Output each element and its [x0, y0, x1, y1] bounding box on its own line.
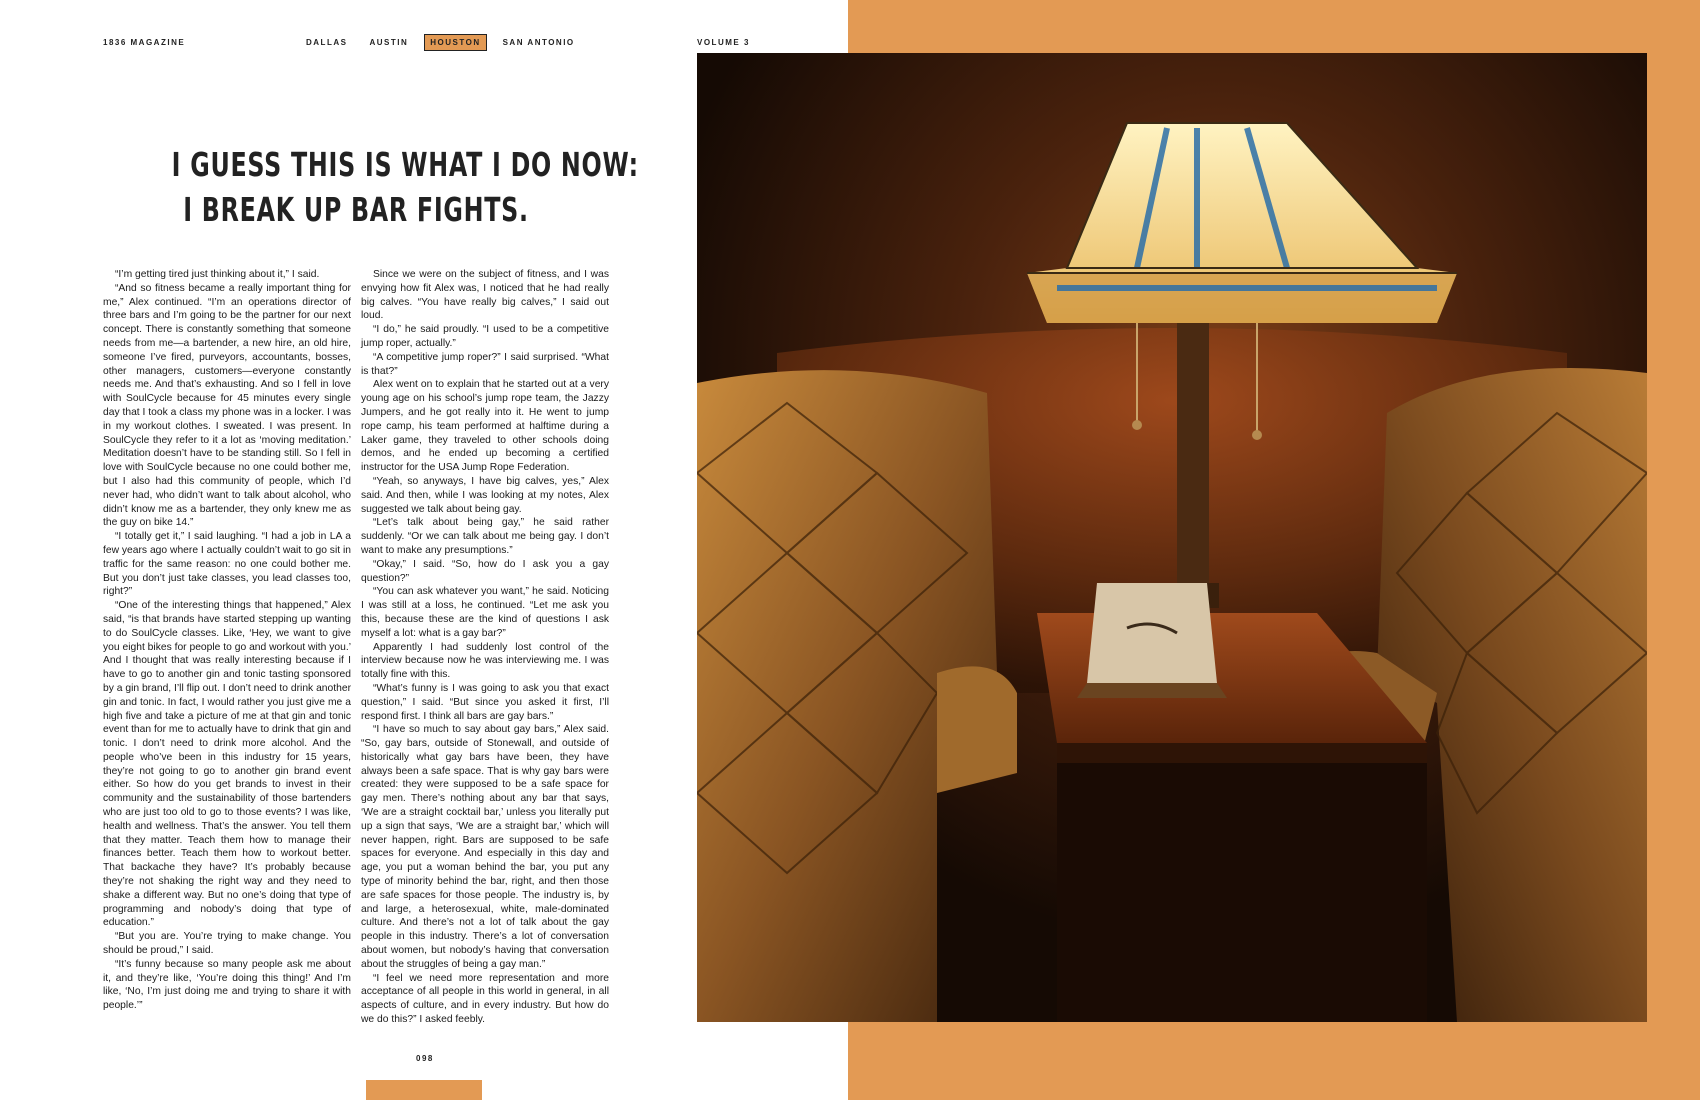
article-headline	[171, 142, 639, 232]
nav-item-houston[interactable]: HOUSTON	[424, 34, 486, 51]
paragraph: “One of the interesting things that happened,” Alex said, “is that brands have started stepping up wanting to do SoulCycle classes. Like, ‘Hey, we want to give you eight bikes for people to go and workout with you.’ And I thought that was really interesting because if I have to go to another gin and tonic tasting sponsored by a gin brand, I’ll flip out. I don’t need to drink another gin and tonic. In fact, I would rather you just give me a high five and take a picture of me at that gin and tonic event than for me to actually have to drink that gin and tonic. I don’t need to drink more alcohol. And the people who’ve been in this industry for 15 years, they’re not going to go to another gin brand event either. So how do you get brands to invest in their community and the sustainability of those bartenders who are just too old to go to those events? I was like, health and wellness. That’s the answer. You tell them that they matter. Teach them how to manage their finances better. Teach them how to workout better. That backache they have? It’s probably because they’re not shaking the right way and they need to shake a different way. But no one’s doing that type of programming and nobody’s doing that type of education.”	[103, 600, 351, 929]
paragraph: “I totally get it,” I said laughing. “I had a job in LA a few years ago where I actually couldn’t wait to go sit in traffic for the same reason: no one could bother me. But you don’t just take classes, you lead classes too, right?”	[103, 531, 351, 598]
nav-item-dallas[interactable]: DALLAS	[306, 38, 348, 47]
paragraph: “It’s funny because so many people ask me about it, and they’re like, ‘You’re doing this thing!’ And I’m like, ‘No, I’m just doing me and trying to share it with people.’”	[103, 958, 351, 1012]
paragraph: “I’m getting tired just thinking about it,” I said.	[115, 269, 320, 280]
paragraph: “What’s funny is I was going to ask you that exact question,” I said. “But since you asked it first, I’ll respond first. I think all bars are gay bars.”	[361, 682, 609, 722]
paragraph: “I feel we need more representation and more acceptance of all people in this world in general, in all aspects of culture, and in every industry. But how do we do this?” I asked feebly.	[361, 972, 609, 1026]
paragraph: “Let’s talk about being gay,” he said rather suddenly. “Or we can talk about me being gay. I don’t want to make any presumptions.”	[361, 517, 609, 556]
paragraph: “And so fitness became a really important thing for me,” Alex continued. “I’m an operations director of three bars and I’m going to be the partner for our next concept. There is constantly something that someone needs from me—a bartender, a new hire, an old hire, someone I’ve fired, purveyors, accountants, bosses, other managers, customers—everyone constantly needs me. And that’s exhausting. And so I fell in love with SoulCycle because for 45 minutes every single day that I took a class my phone was in a locker. I was in my workout clothes. I sweated. I was present. In SoulCycle they refer to it a lot as ‘moving meditation.’ Meditation doesn’t have to be standing still. So I fell in love with SoulCycle because no one could bother me, but I also had this community of people, which I’d never had, who didn’t want to talk about alcohol, who didn’t know me as a bartender, they only knew me as the guy on bike 14.”	[103, 282, 351, 529]
paragraph: “I have so much to say about gay bars,” Alex said. “So, gay bars, outside of Stonewall, and outside of historically what gay bars have been, they have always been a safe space. That is why gay bars were created: they were supposed to be a safe space for gay men. There’s nothing about any bar that says, ‘We are a straight cocktail bar,’ unless you literally put up a sign that says, ‘We are a straight bar,’ which will never happen, right. Bars are supposed to be safe spaces for everyone. And especially in this day and age, you put a woman behind the bar, you put any type of minority behind the bar, right, and then those are safe spaces for those people. The industry is, by and large, a heterosexual, white, male-dominated culture. And there’s not a lot of talk about the gay people in this industry. There’s a lot of conversation about women, but nobody’s having that conversation about the struggles of being a gay man.”	[361, 724, 609, 970]
article-column-right	[361, 268, 609, 1027]
article-column-left	[103, 268, 351, 1013]
paragraph: “But you are. You’re trying to make change. You should be proud,” I said.	[103, 931, 351, 957]
paragraph: “A competitive jump roper?” I said surprised. “What is that?”	[361, 351, 609, 377]
paragraph: “I do,” he said proudly. “I used to be a competitive jump roper, actually.”	[361, 324, 609, 349]
bar-booth-photo	[697, 53, 1647, 1022]
nav-item-san-antonio[interactable]: SAN ANTONIO	[502, 38, 575, 47]
paragraph: “Yeah, so anyways, I have big calves, yes,” Alex said. And then, while I was looking at my notes, Alex suggested we talk about being gay.	[361, 475, 609, 515]
page-number: 098	[416, 1054, 434, 1063]
nav-item-austin[interactable]: AUSTIN	[369, 38, 409, 47]
headline-line-2: I BREAK UP BAR FIGHTS.	[183, 190, 529, 229]
paragraph: “Okay,” I said. “So, how do I ask you a gay question?”	[361, 558, 609, 584]
headline-line-1: I GUESS THIS IS WHAT I DO NOW:	[171, 145, 639, 184]
volume-label: VOLUME 3	[697, 38, 750, 47]
paragraph: Since we were on the subject of fitness, and I was envying how fit Alex was, I noticed that he had really big calves. “You have really big calves,” I said out loud.	[361, 269, 609, 322]
footer-accent-tab	[366, 1080, 482, 1100]
city-nav	[300, 34, 581, 51]
paragraph: “You can ask whatever you want,” he said. Noticing I was still at a loss, he continued. “Let me ask you this, because these are the kind of questions I ask myself a lot: what is a gay bar?”	[361, 586, 609, 639]
magazine-brand: 1836 MAGAZINE	[103, 38, 186, 47]
paragraph: Apparently I had suddenly lost control of the interview because now he was interviewing me. I was totally fine with this.	[361, 641, 609, 681]
paragraph: Alex went on to explain that he started out at a very young age on his school’s jump rope team, the Jazzy Jumpers, and he got really into it. He went to jump rope camp, his team performed at halftime during a Laker game, they traveled to other schools doing demos, and he ended up becoming a certified instructor for the USA Jump Rope Federation.	[361, 379, 609, 474]
